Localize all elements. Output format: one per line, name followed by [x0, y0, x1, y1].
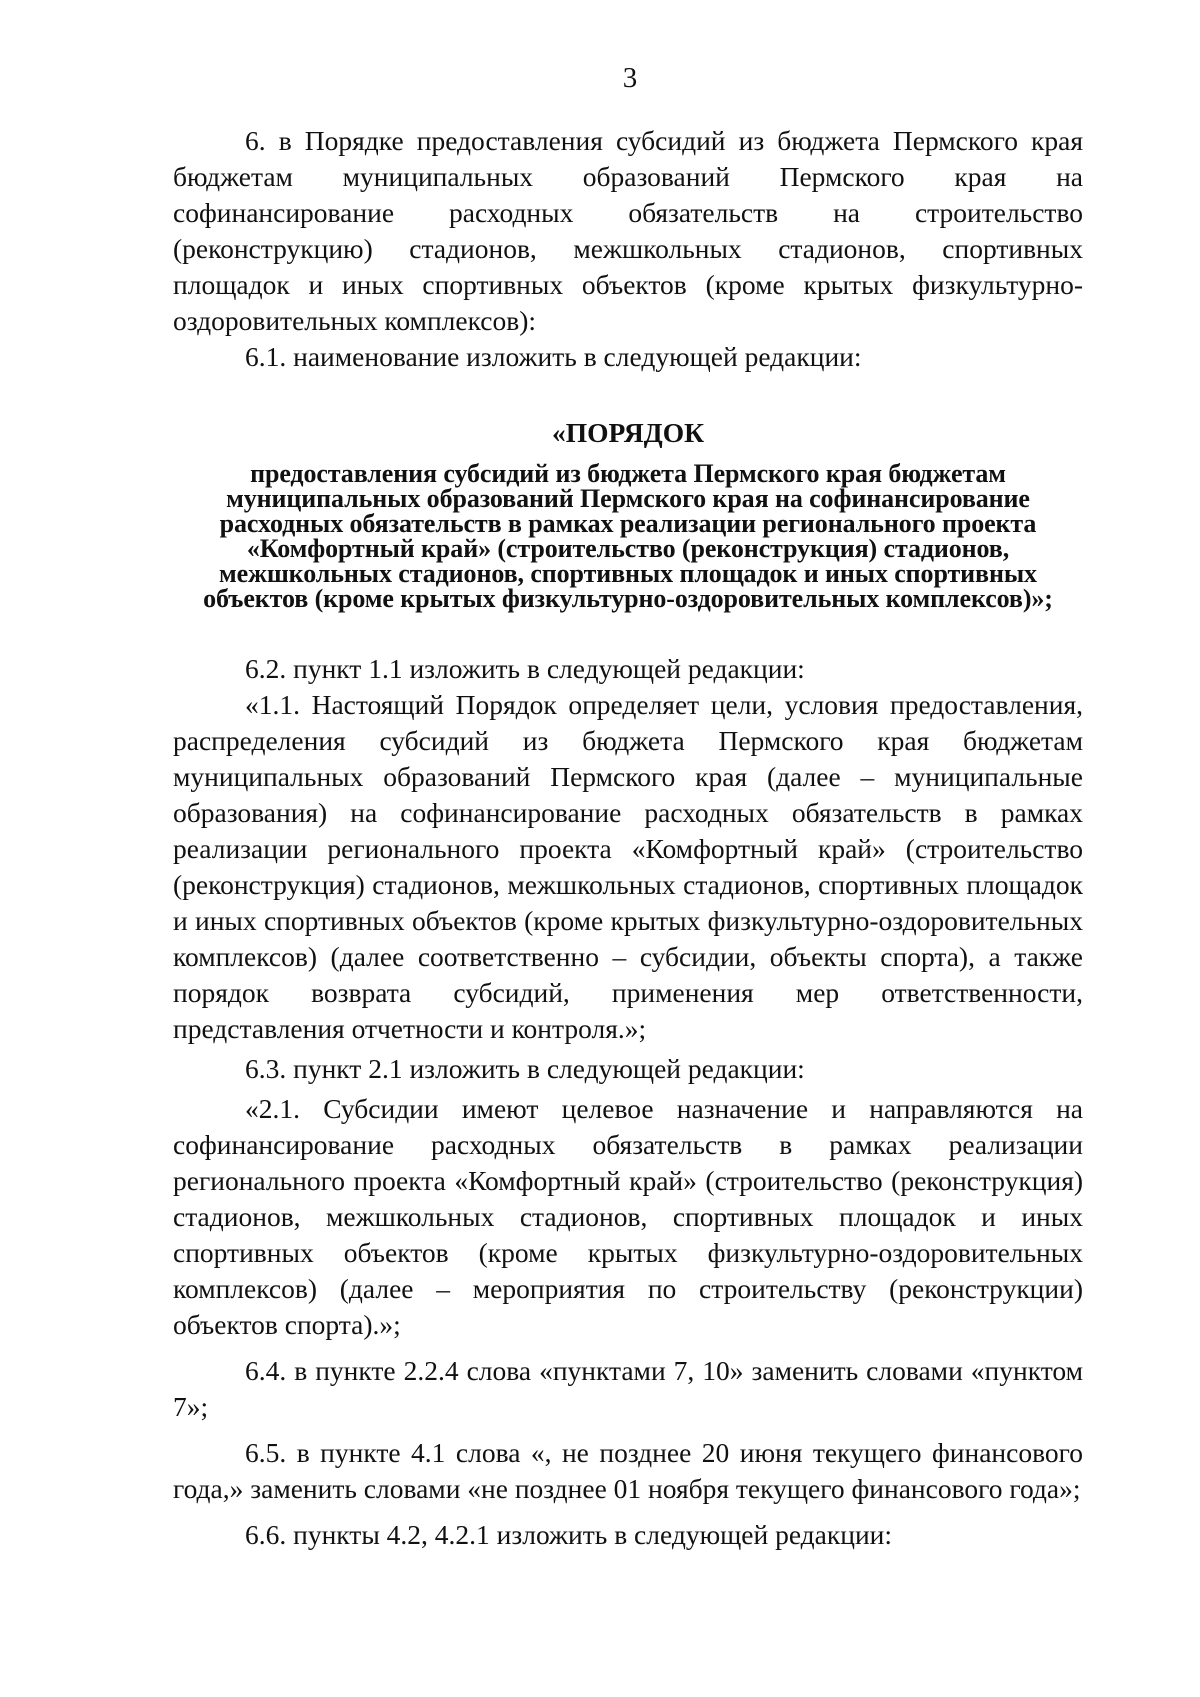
paragraph-6: 6. в Порядке предоставления субсидий из бюджета Пермского края бюджетам муниципальных образований Пермского края на софинансирование расходных обязательств на строительство (реконструкцию) стадионов, межшкольных стадионов, спортивных площадок и иных спортивных объектов (кроме крытых физкультурно-оздоровительных комплексов): — [173, 125, 1083, 336]
paragraph-1-1-text: «1.1. Настоящий Порядок определяет цели, условия предоставления, распределения субсидий из бюджета Пермского края бюджетам муниципальных образований Пермского края (далее – муниципальные образования) на софинансирование расходных обязательств в рамках реализации регионального проекта «Комфортный край» (строительство (реконструкция) стадионов, межшкольных стадионов, спортивных площадок и иных спортивных объектов (кроме крытых физкультурно-оздоровительных комплексов) (далее соответственно – субсидии, объекты спорта), а также порядок возврата субсидий, применения мер ответственности, представления отчетности и контроля.»; — [173, 689, 1083, 1044]
paragraph-6-4: 6.4. в пункте 2.2.4 слова «пунктами 7, 10» заменить словами «пунктом 7»; — [173, 1355, 1083, 1422]
paragraph-6-2: 6.2. пункт 1.1 изложить в следующей редакции: — [245, 653, 805, 684]
paragraph-6-6: 6.6. пункты 4.2, 4.2.1 изложить в следующей редакции: — [245, 1519, 893, 1550]
paragraph-6-5: 6.5. в пункте 4.1 слова «, не позднее 20 июня текущего финансового года,» заменить словами «не позднее 01 ноября текущего финансового года»; — [173, 1437, 1083, 1504]
order-heading-body: предоставления субсидий из бюджета Пермского края бюджетам муниципальных образований Пермского края на софинансирование расходных обязательств в рамках реализации регионального проекта «Комфортный край» (строительство (реконструкция) стадионов, межшкольных стадионов, спортивных площадок и иных спортивных объектов (кроме крытых физкультурно-оздоровительных комплексов)»; — [203, 459, 1053, 613]
order-heading-title: «ПОРЯДОК — [551, 417, 705, 448]
paragraph-6-1: 6.1. наименование изложить в следующей редакции: — [245, 341, 862, 372]
page-number: 3 — [622, 62, 638, 94]
paragraph-6-3: 6.3. пункт 2.1 изложить в следующей редакции: — [245, 1053, 805, 1084]
document-body — [173, 123, 1083, 1553]
paragraph-2-1-text: «2.1. Субсидии имеют целевое назначение и направляются на софинансирование расходных обязательств в рамках реализации регионального проекта «Комфортный край» (строительство (реконструкция) стадионов, межшкольных стадионов, спортивных площадок и иных спортивных объектов (кроме крытых физкультурно-оздоровительных комплексов) (далее – мероприятия по строительству (реконструкции) объектов спорта).»; — [173, 1093, 1083, 1340]
